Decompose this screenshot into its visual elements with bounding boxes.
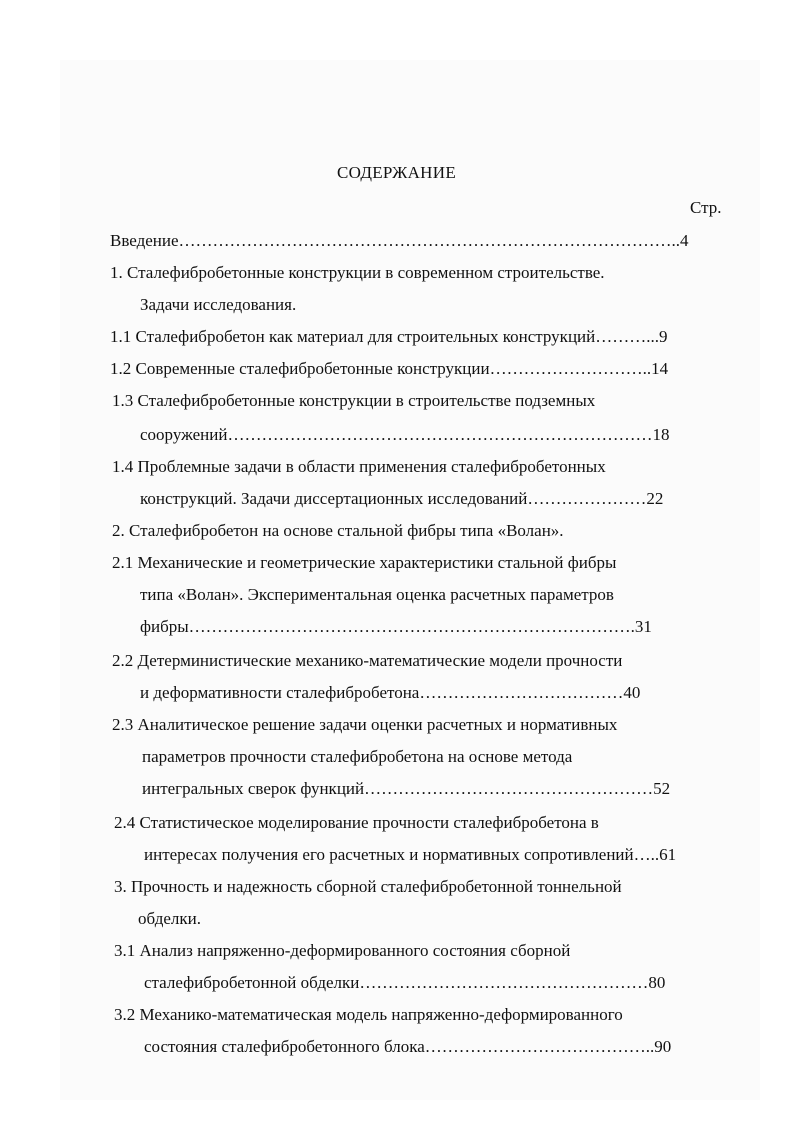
toc-entry: фибры…………………………………………………………………….31 [140,617,652,636]
toc-entry: 2. Сталефибробетон на основе стальной фибры типа «Волан». [112,521,564,540]
toc-entry: 3.2 Механико-математическая модель напряженно-деформированного [114,1005,623,1024]
toc-entry: типа «Волан». Экспериментальная оценка расчетных параметров [140,585,614,604]
toc-entry: 1.3 Сталефибробетонные конструкции в строительстве подземных [112,391,596,410]
toc-entry: 1.4 Проблемные задачи в области применения сталефибробетонных [112,457,606,476]
toc-entry: 3. Прочность и надежность сборной сталефибробетонной тоннельной [114,877,622,896]
toc-entry: сталефибробетонной обделки……………………………………………80 [144,973,666,992]
toc-entry: 1.1 Сталефибробетон как материал для строительных конструкций………...9 [110,327,668,346]
toc-entry: 1. Сталефибробетонные конструкции в современном строительстве. [110,263,605,282]
toc-entry: Задачи исследования. [140,295,297,314]
page-column-label: Стр. [690,198,722,217]
toc-entry: 2.3 Аналитическое решение задачи оценки расчетных и нормативных [112,715,618,734]
toc-entry: обделки. [138,909,202,928]
toc-entry: и деформативности сталефибробетона………………………………40 [140,683,641,702]
toc-entry: сооружений…………………………………………………………………18 [140,425,670,444]
toc-entry: 2.1 Механические и геометрические характеристики стальной фибры [112,553,617,572]
toc-entry: интересах получения его расчетных и нормативных сопротивлений…..61 [144,845,677,864]
toc-entry: интегральных сверок функций……………………………………………52 [142,779,671,798]
toc-entry: 2.2 Детерминистические механико-математические модели прочности [112,651,623,670]
toc-entry: 3.1 Анализ напряженно-деформированного состояния сборной [114,941,571,960]
toc-entry: 2.4 Статистическое моделирование прочности сталефибробетона в [114,813,599,832]
page-title: СОДЕРЖАНИЕ [336,163,457,182]
toc-entry: Введение……………………………………………………………………………..4 [110,231,689,250]
toc-entry: состояния сталефибробетонного блока…………………………………..90 [144,1037,672,1056]
toc-entry: параметров прочности сталефибробетона на основе метода [142,747,573,766]
toc-entry: 1.2 Современные сталефибробетонные конструкции………………………..14 [110,359,669,378]
toc-entry: конструкций. Задачи диссертационных исследований…………………22 [140,489,664,508]
